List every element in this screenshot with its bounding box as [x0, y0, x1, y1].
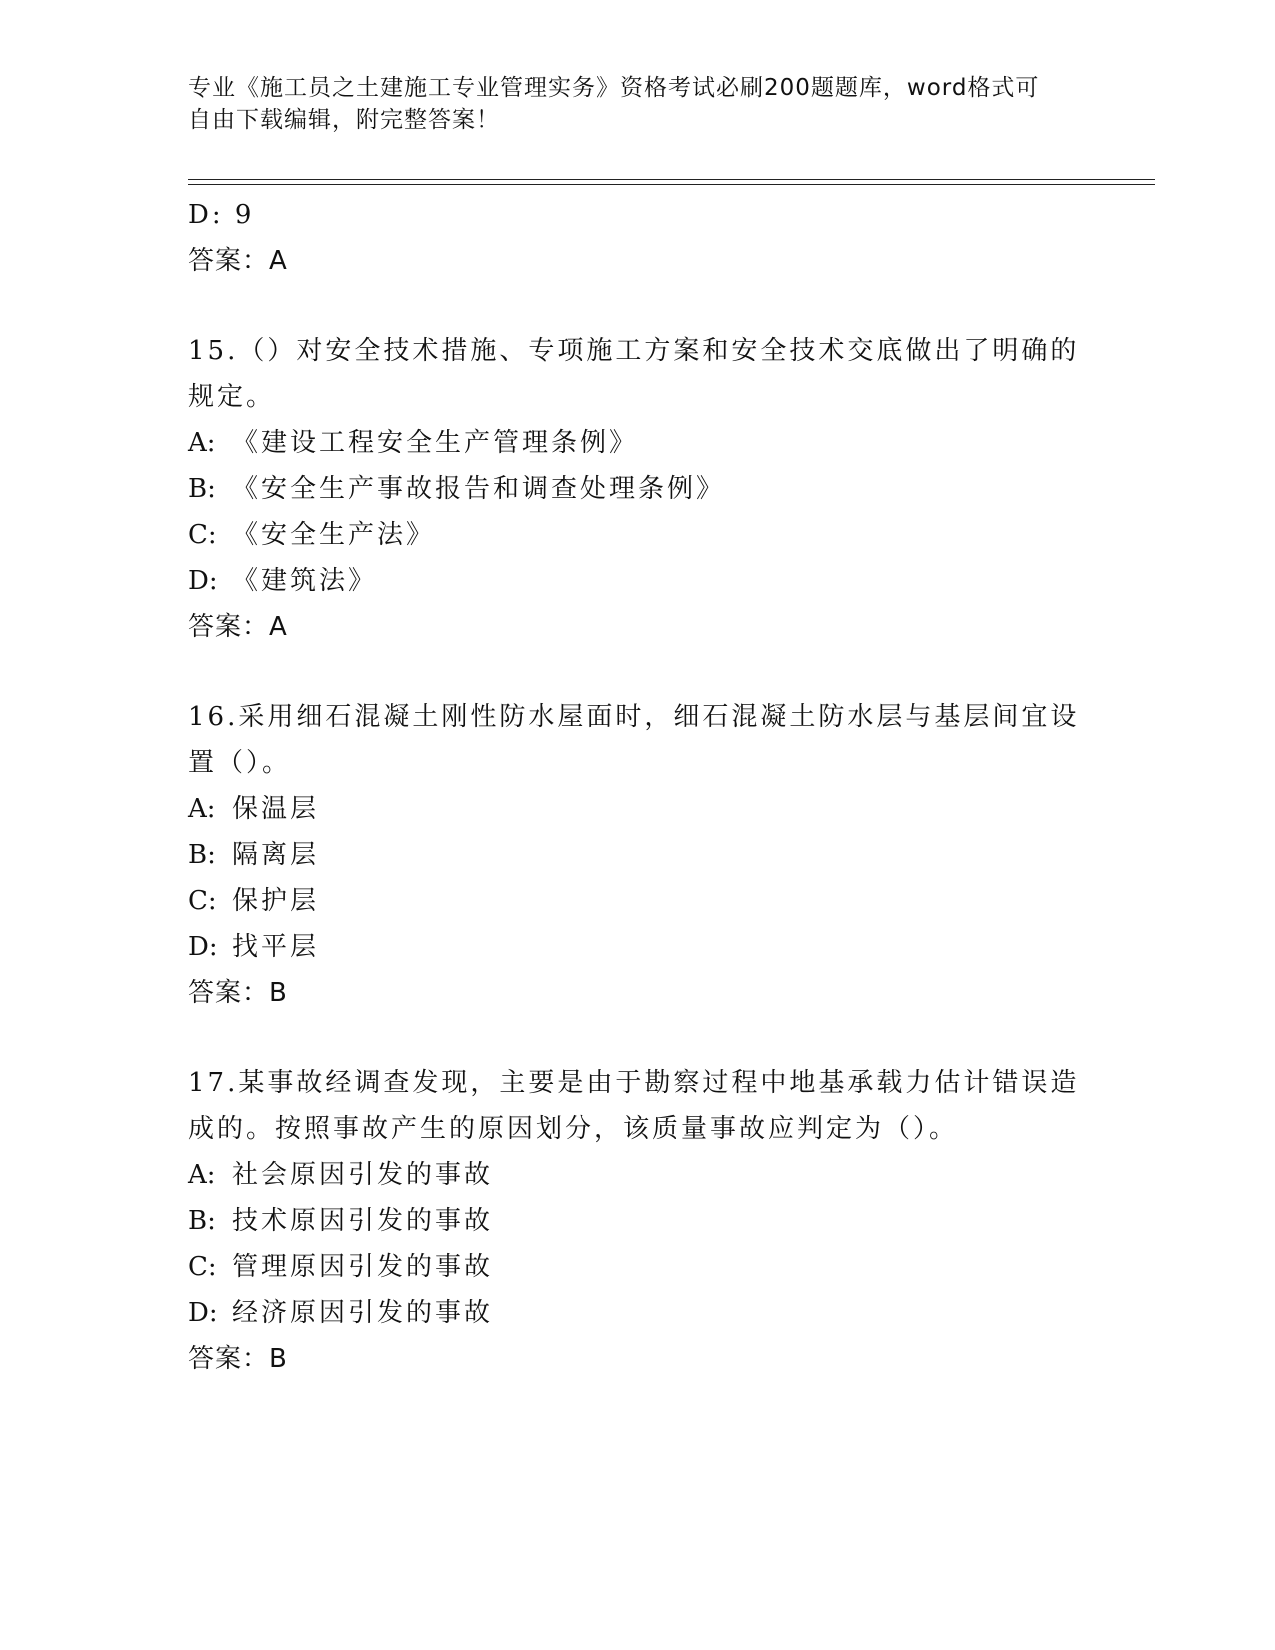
option-letter: C:: [188, 520, 217, 550]
spacer: [188, 284, 1088, 328]
option-text: 社会原因引发的事故: [232, 1160, 494, 1190]
option-text: 找平层: [232, 932, 320, 962]
option-a: [188, 1152, 1088, 1198]
option-c: [188, 878, 1088, 924]
option-b: [188, 466, 1088, 512]
option-letter: D:: [188, 1298, 218, 1328]
option-text: 《建筑法》: [232, 566, 378, 596]
option-letter: B:: [188, 474, 216, 504]
spacer: [188, 650, 1088, 694]
option-b: [188, 832, 1088, 878]
option-text: 保护层: [232, 886, 320, 916]
question-answer: 答案：B: [188, 978, 288, 1008]
header-title-line-2: 自由下载编辑，附完整答案！: [188, 107, 500, 133]
header-title-line-1: 专业《施工员之土建施工专业管理实务》资格考试必刷200题题库，word格式可: [188, 75, 1040, 101]
question-15: [188, 328, 1088, 650]
option-a: [188, 786, 1088, 832]
option-letter: A:: [188, 1160, 216, 1190]
option-letter: A:: [188, 794, 216, 824]
option-text: 《建设工程安全生产管理条例》: [232, 428, 639, 458]
option-d: [188, 558, 1088, 604]
header-divider-bottom: [188, 184, 1155, 185]
question-stem-line-1: 16.采用细石混凝土刚性防水屋面时，细石混凝土防水层与基层间宜设: [188, 702, 1080, 732]
question-answer: 答案：B: [188, 1344, 288, 1374]
question-stem-line-1: 17.某事故经调查发现，主要是由于勘察过程中地基承载力估计错误造: [188, 1068, 1080, 1098]
option-c: [188, 1244, 1088, 1290]
option-d: [188, 924, 1088, 970]
option-text: 管理原因引发的事故: [232, 1252, 494, 1282]
option-d: [188, 1290, 1088, 1336]
prev-question-answer: 答案：A: [188, 246, 288, 276]
option-text: 隔离层: [232, 840, 320, 870]
option-c: [188, 512, 1088, 558]
spacer: [188, 1016, 1088, 1060]
document-header: [188, 72, 1068, 136]
option-letter: B:: [188, 840, 216, 870]
option-letter: B:: [188, 1206, 216, 1236]
question-stem-line-2: 置（）。: [188, 748, 292, 778]
option-text: 《安全生产事故报告和调查处理条例》: [232, 474, 726, 504]
option-text: 《安全生产法》: [232, 520, 436, 550]
option-letter: A:: [188, 428, 216, 458]
question-stem-line-1: 15.（）对安全技术措施、专项施工方案和安全技术交底做出了明确的: [188, 336, 1080, 366]
option-a: [188, 420, 1088, 466]
option-letter: C:: [188, 1252, 217, 1282]
question-stem-line-2: 规定。: [188, 382, 276, 412]
option-text: 经济原因引发的事故: [232, 1298, 494, 1328]
option-text: 保温层: [232, 794, 320, 824]
option-letter: D:: [188, 932, 218, 962]
option-text: 技术原因引发的事故: [232, 1206, 494, 1236]
header-divider-top: [188, 179, 1155, 180]
question-17: [188, 1060, 1088, 1382]
question-list: [188, 192, 1088, 1382]
question-16: [188, 694, 1088, 1016]
question-answer: 答案：A: [188, 612, 288, 642]
option-b: [188, 1198, 1088, 1244]
option-letter: C:: [188, 886, 217, 916]
option-letter: D:: [188, 566, 218, 596]
prev-question-option-d: D: 9: [188, 200, 255, 230]
question-stem-line-2: 成的。按照事故产生的原因划分，该质量事故应判定为（）。: [188, 1114, 959, 1144]
